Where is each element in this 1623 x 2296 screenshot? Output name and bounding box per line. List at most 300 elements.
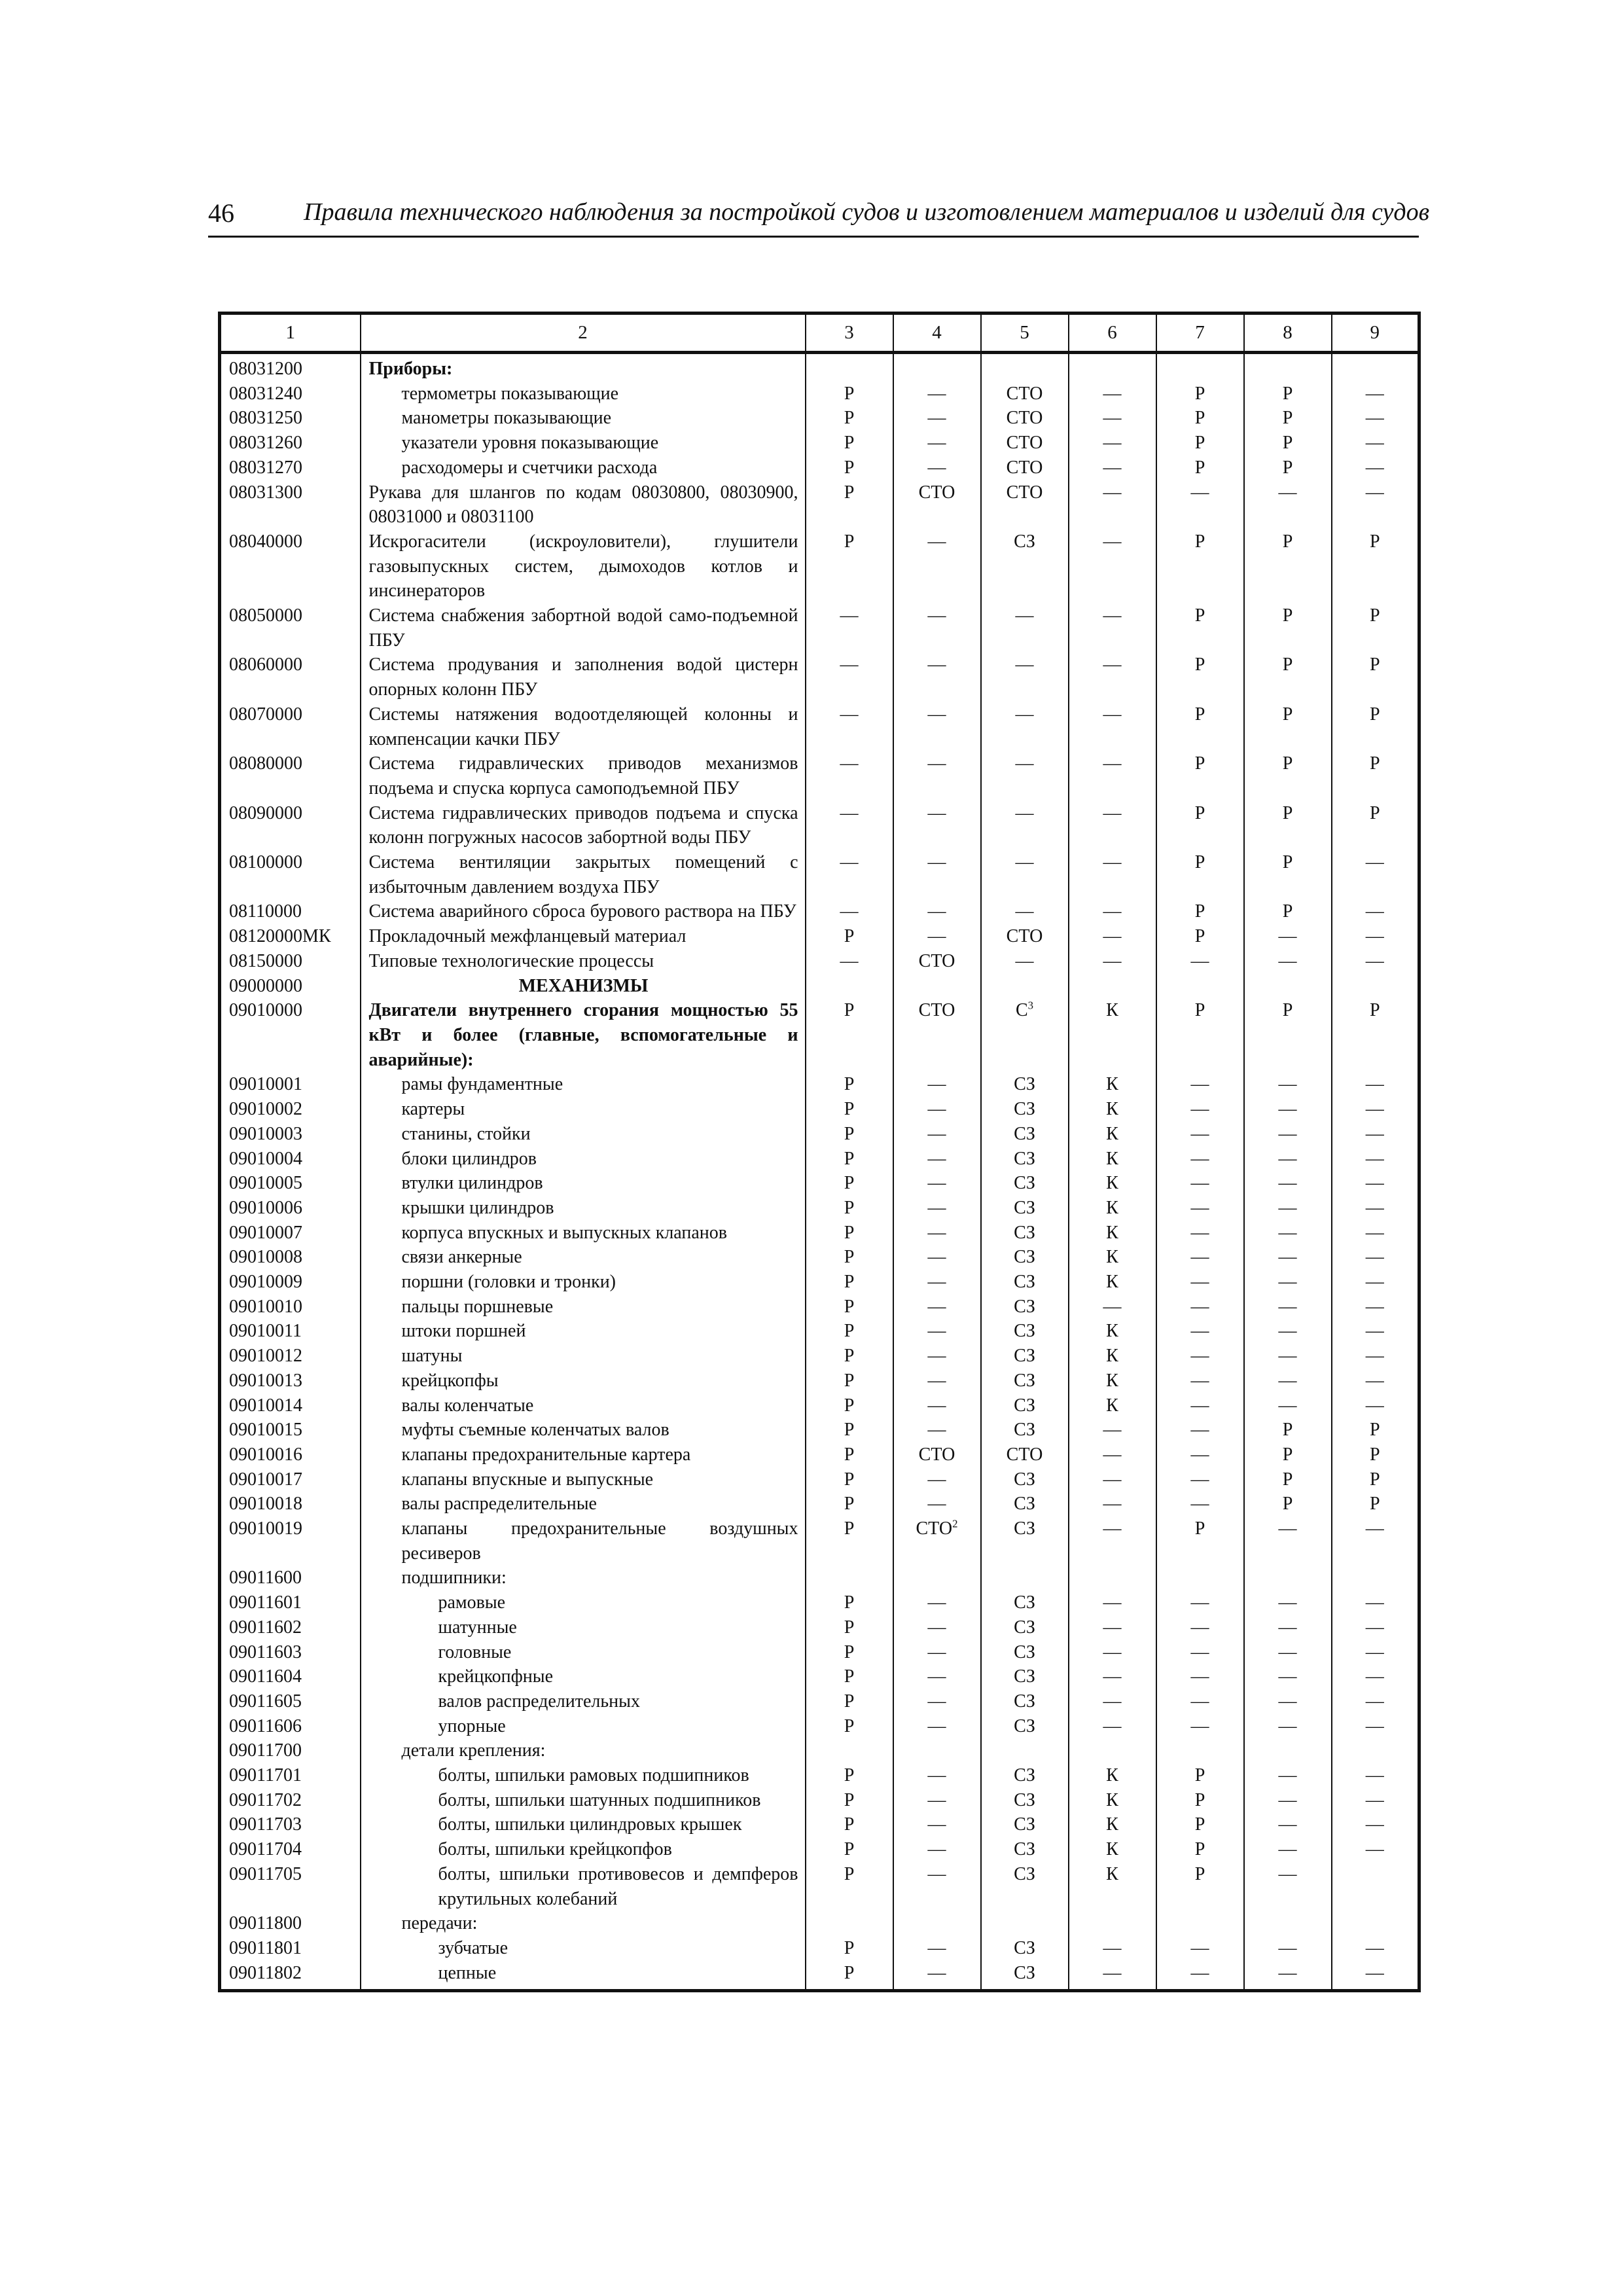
cell-value: — bbox=[1365, 433, 1384, 454]
table-row bbox=[220, 1369, 1419, 1393]
cell-value: — bbox=[1365, 1814, 1384, 1835]
cell-col-6 bbox=[1069, 1147, 1156, 1172]
item-code: 08120000МК bbox=[220, 924, 361, 949]
cell-col-9 bbox=[1332, 1344, 1419, 1369]
item-code: 09010001 bbox=[220, 1072, 361, 1097]
cell-value: К bbox=[1106, 1222, 1118, 1243]
cell-value: — bbox=[1278, 1789, 1297, 1810]
cell-value: К bbox=[1106, 1370, 1118, 1391]
cell-value: Р bbox=[844, 1691, 855, 1712]
table-row bbox=[220, 949, 1419, 974]
cell-col-9 bbox=[1332, 1443, 1419, 1467]
cell-value: СЗ bbox=[1014, 1420, 1035, 1441]
cell-col-9 bbox=[1332, 751, 1419, 800]
cell-value: СЗ bbox=[1014, 1469, 1035, 1490]
cell-value: — bbox=[927, 1494, 946, 1515]
item-name: цепные bbox=[361, 1961, 806, 1991]
column-header: 6 bbox=[1069, 314, 1156, 353]
cell-value: СТО bbox=[1006, 433, 1043, 454]
cell-col-5 bbox=[981, 1664, 1069, 1689]
cell-value: — bbox=[1365, 1197, 1384, 1218]
cell-col-7 bbox=[1156, 1270, 1244, 1295]
cell-col-3 bbox=[806, 899, 893, 924]
cell-value: — bbox=[1278, 1099, 1297, 1120]
cell-value: Р bbox=[844, 1197, 855, 1218]
cell-col-4 bbox=[893, 1418, 981, 1443]
table-row bbox=[220, 1319, 1419, 1344]
cell-value: — bbox=[1365, 1395, 1384, 1416]
cell-value: — bbox=[1365, 950, 1384, 971]
cell-col-5 bbox=[981, 653, 1069, 702]
cell-value: С bbox=[1015, 1000, 1028, 1021]
cell-col-4 bbox=[893, 1664, 981, 1689]
cell-value: — bbox=[1190, 1962, 1209, 1983]
cell-col-5 bbox=[981, 801, 1069, 850]
cell-value: К bbox=[1106, 1789, 1118, 1810]
cell-col-3 bbox=[806, 1640, 893, 1665]
cell-col-3 bbox=[806, 1689, 893, 1714]
cell-value: — bbox=[927, 1420, 946, 1441]
cell-col-4 bbox=[893, 899, 981, 924]
cell-value: — bbox=[1365, 901, 1384, 922]
cell-value: Р bbox=[844, 1395, 855, 1416]
cell-col-4 bbox=[893, 974, 981, 999]
item-name: Приборы: bbox=[361, 353, 806, 382]
cell-col-4 bbox=[893, 1788, 981, 1813]
table-row bbox=[220, 1640, 1419, 1665]
cell-value: — bbox=[1365, 1272, 1384, 1293]
cell-value: СТО bbox=[918, 1000, 955, 1021]
cell-value: — bbox=[927, 383, 946, 404]
cell-value: — bbox=[1103, 1518, 1122, 1539]
cell-col-8 bbox=[1244, 406, 1332, 431]
cell-value: — bbox=[1278, 1272, 1297, 1293]
cell-value: — bbox=[1190, 1346, 1209, 1367]
item-name: болты, шпильки крейцкопфов bbox=[361, 1837, 806, 1862]
cell-value: — bbox=[1278, 950, 1297, 971]
cell-col-6 bbox=[1069, 653, 1156, 702]
cell-value: Р bbox=[844, 1962, 855, 1983]
cell-value: — bbox=[1190, 1444, 1209, 1465]
item-name: термометры показывающие bbox=[361, 382, 806, 406]
cell-col-7 bbox=[1156, 801, 1244, 850]
cell-col-9 bbox=[1332, 1122, 1419, 1147]
cell-col-4 bbox=[893, 1837, 981, 1862]
cell-value: СЗ bbox=[1014, 1494, 1035, 1515]
cell-col-6 bbox=[1069, 1171, 1156, 1196]
cell-value: — bbox=[1278, 1123, 1297, 1144]
cell-value: — bbox=[1278, 1962, 1297, 1983]
table-row bbox=[220, 1590, 1419, 1615]
item-code: 08031200 bbox=[220, 353, 361, 382]
item-code: 08110000 bbox=[220, 899, 361, 924]
cell-value: — bbox=[1103, 655, 1122, 675]
cell-value: СЗ bbox=[1014, 1962, 1035, 1983]
cell-col-5 bbox=[981, 603, 1069, 653]
cell-col-7 bbox=[1156, 382, 1244, 406]
item-name: Двигатели внутреннего сгорания мощностью 55 кВт и более (главные, вспомогательные и аварийные): bbox=[361, 998, 806, 1072]
cell-col-9 bbox=[1332, 1393, 1419, 1418]
item-name: шатуны bbox=[361, 1344, 806, 1369]
item-code: 09010018 bbox=[220, 1492, 361, 1516]
cell-col-8 bbox=[1244, 998, 1332, 1072]
cell-value: Р bbox=[844, 1666, 855, 1687]
cell-value: Р bbox=[1282, 1444, 1293, 1465]
item-code: 09010012 bbox=[220, 1344, 361, 1369]
cell-col-3 bbox=[806, 1566, 893, 1590]
cell-col-6 bbox=[1069, 1837, 1156, 1862]
cell-value: — bbox=[1190, 1641, 1209, 1662]
item-code: 09010008 bbox=[220, 1245, 361, 1270]
item-name: детали крепления: bbox=[361, 1738, 806, 1763]
cell-col-3 bbox=[806, 949, 893, 974]
cell-value: Р bbox=[1282, 901, 1293, 922]
cell-value: Р bbox=[1282, 802, 1293, 823]
cell-col-4 bbox=[893, 406, 981, 431]
cell-col-6 bbox=[1069, 1615, 1156, 1640]
item-code: 08031240 bbox=[220, 382, 361, 406]
cell-col-3 bbox=[806, 456, 893, 480]
cell-col-9 bbox=[1332, 974, 1419, 999]
item-name: Система вентиляции закрытых помещений с избыточным давлением воздуха ПБУ bbox=[361, 850, 806, 899]
cell-value: — bbox=[927, 1370, 946, 1391]
cell-col-3 bbox=[806, 1171, 893, 1196]
cell-col-3 bbox=[806, 1664, 893, 1689]
cell-value: — bbox=[1365, 383, 1384, 404]
cell-col-3 bbox=[806, 1936, 893, 1961]
cell-value: Р bbox=[1282, 1420, 1293, 1441]
item-code: 09010009 bbox=[220, 1270, 361, 1295]
cell-value: Р bbox=[1194, 1765, 1205, 1786]
cell-col-8 bbox=[1244, 1837, 1332, 1862]
cell-value: Р bbox=[844, 1518, 855, 1539]
cell-col-3 bbox=[806, 1714, 893, 1739]
cell-col-4 bbox=[893, 949, 981, 974]
cell-col-7 bbox=[1156, 1911, 1244, 1936]
cell-value: — bbox=[1103, 1444, 1122, 1465]
cell-col-3 bbox=[806, 1196, 893, 1221]
cell-value: Р bbox=[1282, 1469, 1293, 1490]
cell-value: СЗ bbox=[1014, 1592, 1035, 1613]
cell-col-3 bbox=[806, 1443, 893, 1467]
cell-value: — bbox=[1103, 1469, 1122, 1490]
cell-value: — bbox=[1278, 1765, 1297, 1786]
cell-value: — bbox=[840, 950, 859, 971]
cell-value: — bbox=[1103, 433, 1122, 454]
item-name: рамовые bbox=[361, 1590, 806, 1615]
cell-col-7 bbox=[1156, 1467, 1244, 1492]
cell-value: Р bbox=[1194, 704, 1205, 725]
cell-value: — bbox=[927, 1962, 946, 1983]
table-row bbox=[220, 1492, 1419, 1516]
item-name: шатунные bbox=[361, 1615, 806, 1640]
item-code: 09010007 bbox=[220, 1221, 361, 1246]
cell-value: Р bbox=[844, 1247, 855, 1268]
cell-value: — bbox=[1365, 1592, 1384, 1613]
cell-value: Р bbox=[1194, 1789, 1205, 1810]
cell-col-5 bbox=[981, 1295, 1069, 1319]
table-row bbox=[220, 1961, 1419, 1991]
cell-value: СТО bbox=[1006, 1444, 1043, 1465]
cell-col-5 bbox=[981, 751, 1069, 800]
cell-col-7 bbox=[1156, 1147, 1244, 1172]
cell-value: СТО bbox=[918, 1444, 955, 1465]
cell-value: Р bbox=[1369, 704, 1380, 725]
cell-value: Р bbox=[1369, 1444, 1380, 1465]
cell-value: — bbox=[1365, 1962, 1384, 1983]
cell-col-7 bbox=[1156, 1615, 1244, 1640]
cell-col-7 bbox=[1156, 1714, 1244, 1739]
table-row bbox=[220, 1418, 1419, 1443]
cell-col-6 bbox=[1069, 801, 1156, 850]
cell-col-9 bbox=[1332, 1837, 1419, 1862]
cell-value: Р bbox=[1194, 408, 1205, 429]
item-code: 09011604 bbox=[220, 1664, 361, 1689]
item-code: 09011701 bbox=[220, 1763, 361, 1788]
cell-col-3 bbox=[806, 850, 893, 899]
cell-col-5 bbox=[981, 1714, 1069, 1739]
cell-value: — bbox=[1103, 1617, 1122, 1638]
item-code: 08031300 bbox=[220, 480, 361, 529]
cell-col-3 bbox=[806, 1270, 893, 1295]
page-number: 46 bbox=[208, 198, 234, 228]
cell-value: — bbox=[840, 753, 859, 774]
cell-value: — bbox=[1278, 482, 1297, 503]
cell-col-3 bbox=[806, 1072, 893, 1097]
cell-value: — bbox=[1190, 1592, 1209, 1613]
cell-col-8 bbox=[1244, 899, 1332, 924]
item-code: 09011801 bbox=[220, 1936, 361, 1961]
cell-value: — bbox=[927, 1863, 946, 1884]
cell-col-6 bbox=[1069, 1418, 1156, 1443]
item-code: 09011702 bbox=[220, 1788, 361, 1813]
cell-value: К bbox=[1106, 1346, 1118, 1367]
cell-col-3 bbox=[806, 1418, 893, 1443]
cell-col-5 bbox=[981, 1516, 1069, 1566]
cell-value: — bbox=[1365, 1222, 1384, 1243]
cell-col-6 bbox=[1069, 1393, 1156, 1418]
cell-col-6 bbox=[1069, 899, 1156, 924]
cell-value: — bbox=[927, 408, 946, 429]
cell-value: — bbox=[1103, 802, 1122, 823]
cell-col-4 bbox=[893, 1072, 981, 1097]
cell-value: — bbox=[1103, 1938, 1122, 1958]
cell-value: Р bbox=[1282, 605, 1293, 626]
cell-col-3 bbox=[806, 1812, 893, 1837]
cell-value: СТО bbox=[1006, 408, 1043, 429]
item-name: болты, шпильки шатунных подшипников bbox=[361, 1788, 806, 1813]
table-row bbox=[220, 1664, 1419, 1689]
cell-value: — bbox=[1190, 1715, 1209, 1736]
cell-value: Р bbox=[1369, 1469, 1380, 1490]
cell-value: СЗ bbox=[1014, 1518, 1035, 1539]
cell-col-8 bbox=[1244, 1467, 1332, 1492]
item-name: болты, шпильки цилиндровых крышек bbox=[361, 1812, 806, 1837]
cell-col-3 bbox=[806, 1097, 893, 1122]
cell-value: Р bbox=[1369, 1494, 1380, 1515]
item-code: 08070000 bbox=[220, 702, 361, 751]
cell-col-5 bbox=[981, 1640, 1069, 1665]
table-row bbox=[220, 1097, 1419, 1122]
cell-col-8 bbox=[1244, 850, 1332, 899]
item-code: 08060000 bbox=[220, 653, 361, 702]
cell-col-9 bbox=[1332, 1664, 1419, 1689]
cell-col-8 bbox=[1244, 480, 1332, 529]
cell-value: Р bbox=[1282, 753, 1293, 774]
cell-col-8 bbox=[1244, 751, 1332, 800]
cell-value: — bbox=[1365, 1839, 1384, 1860]
cell-value: СЗ bbox=[1014, 1074, 1035, 1095]
cell-col-3 bbox=[806, 1492, 893, 1516]
cell-col-6 bbox=[1069, 1492, 1156, 1516]
cell-col-9 bbox=[1332, 1714, 1419, 1739]
cell-value: — bbox=[927, 1123, 946, 1144]
cell-value: — bbox=[1365, 1617, 1384, 1638]
table-row bbox=[220, 1714, 1419, 1739]
cell-value: — bbox=[1015, 605, 1034, 626]
cell-col-5 bbox=[981, 1590, 1069, 1615]
cell-col-7 bbox=[1156, 1689, 1244, 1714]
cell-col-5 bbox=[981, 974, 1069, 999]
cell-value: — bbox=[1190, 1222, 1209, 1243]
cell-value: Р bbox=[1194, 926, 1205, 947]
cell-col-7 bbox=[1156, 431, 1244, 456]
cell-value: — bbox=[927, 852, 946, 873]
cell-value: Р bbox=[844, 1173, 855, 1194]
cell-value: Р bbox=[844, 1074, 855, 1095]
cell-col-4 bbox=[893, 353, 981, 382]
cell-value: К bbox=[1106, 1863, 1118, 1884]
cell-value: — bbox=[1190, 1148, 1209, 1169]
table-row bbox=[220, 1812, 1419, 1837]
cell-col-7 bbox=[1156, 603, 1244, 653]
table-row bbox=[220, 1837, 1419, 1862]
cell-value: — bbox=[1190, 1197, 1209, 1218]
cell-col-9 bbox=[1332, 1072, 1419, 1097]
cell-value: Р bbox=[1369, 1000, 1380, 1021]
cell-col-8 bbox=[1244, 1812, 1332, 1837]
cell-value: СЗ bbox=[1014, 1099, 1035, 1120]
cell-col-3 bbox=[806, 406, 893, 431]
cell-col-5 bbox=[981, 850, 1069, 899]
cell-col-7 bbox=[1156, 1961, 1244, 1991]
cell-col-8 bbox=[1244, 1714, 1332, 1739]
table-row bbox=[220, 1245, 1419, 1270]
cell-value: — bbox=[1278, 1617, 1297, 1638]
cell-value: — bbox=[840, 655, 859, 675]
cell-value: — bbox=[1103, 852, 1122, 873]
cell-col-8 bbox=[1244, 431, 1332, 456]
cell-value: Р bbox=[1194, 655, 1205, 675]
item-name: манометры показывающие bbox=[361, 406, 806, 431]
cell-col-9 bbox=[1332, 1147, 1419, 1172]
table-row bbox=[220, 1196, 1419, 1221]
cell-value: СЗ bbox=[1014, 1765, 1035, 1786]
cell-col-5 bbox=[981, 1147, 1069, 1172]
cell-col-8 bbox=[1244, 1245, 1332, 1270]
cell-col-9 bbox=[1332, 998, 1419, 1072]
cell-col-5 bbox=[981, 1467, 1069, 1492]
cell-col-8 bbox=[1244, 949, 1332, 974]
cell-col-5 bbox=[981, 949, 1069, 974]
cell-col-5 bbox=[981, 1763, 1069, 1788]
cell-value: СЗ bbox=[1014, 1272, 1035, 1293]
cell-col-3 bbox=[806, 1393, 893, 1418]
cell-value: — bbox=[1103, 704, 1122, 725]
cell-value: — bbox=[1278, 1222, 1297, 1243]
cell-col-7 bbox=[1156, 1862, 1244, 1911]
table-row bbox=[220, 751, 1419, 800]
cell-col-8 bbox=[1244, 1590, 1332, 1615]
cell-col-8 bbox=[1244, 1738, 1332, 1763]
cell-value: — bbox=[1190, 1494, 1209, 1515]
cell-col-7 bbox=[1156, 1590, 1244, 1615]
item-name: связи анкерные bbox=[361, 1245, 806, 1270]
item-code: 08031260 bbox=[220, 431, 361, 456]
cell-col-6 bbox=[1069, 1221, 1156, 1246]
cell-value: — bbox=[1190, 1074, 1209, 1095]
item-code: 08090000 bbox=[220, 801, 361, 850]
cell-col-3 bbox=[806, 603, 893, 653]
cell-col-8 bbox=[1244, 1911, 1332, 1936]
cell-col-8 bbox=[1244, 1936, 1332, 1961]
cell-value: — bbox=[1015, 753, 1034, 774]
table-row bbox=[220, 850, 1419, 899]
cell-value: Р bbox=[1282, 433, 1293, 454]
column-header: 8 bbox=[1244, 314, 1332, 353]
cell-col-9 bbox=[1332, 949, 1419, 974]
cell-col-5 bbox=[981, 1862, 1069, 1911]
cell-col-8 bbox=[1244, 924, 1332, 949]
cell-col-8 bbox=[1244, 1393, 1332, 1418]
cell-col-9 bbox=[1332, 801, 1419, 850]
cell-value: Р bbox=[1194, 901, 1205, 922]
cell-col-7 bbox=[1156, 1171, 1244, 1196]
cell-value: К bbox=[1106, 1123, 1118, 1144]
cell-value: — bbox=[927, 1666, 946, 1687]
cell-value: — bbox=[1190, 1123, 1209, 1144]
cell-value: Р bbox=[1194, 852, 1205, 873]
cell-col-6 bbox=[1069, 1689, 1156, 1714]
cell-value: — bbox=[1103, 1494, 1122, 1515]
item-name: Система гидравлических приводов подъема и спуска колонн погружных насосов забортной воды ПБУ bbox=[361, 801, 806, 850]
cell-value: Р bbox=[1369, 655, 1380, 675]
cell-col-9 bbox=[1332, 1911, 1419, 1936]
cell-col-9 bbox=[1332, 1097, 1419, 1122]
cell-col-4 bbox=[893, 529, 981, 603]
cell-col-8 bbox=[1244, 1516, 1332, 1566]
cell-value: СЗ bbox=[1014, 1197, 1035, 1218]
cell-col-7 bbox=[1156, 1443, 1244, 1467]
table-row bbox=[220, 1911, 1419, 1936]
cell-value: Р bbox=[844, 1420, 855, 1441]
cell-col-7 bbox=[1156, 1344, 1244, 1369]
cell-col-3 bbox=[806, 480, 893, 529]
cell-col-4 bbox=[893, 1171, 981, 1196]
cell-col-3 bbox=[806, 801, 893, 850]
cell-value: — bbox=[1278, 1691, 1297, 1712]
item-name: станины, стойки bbox=[361, 1122, 806, 1147]
cell-col-6 bbox=[1069, 1961, 1156, 1991]
cell-value: — bbox=[1278, 1197, 1297, 1218]
cell-value: — bbox=[1365, 1321, 1384, 1342]
cell-value: — bbox=[927, 1074, 946, 1095]
table-row bbox=[220, 603, 1419, 653]
item-code: 09010015 bbox=[220, 1418, 361, 1443]
cell-col-3 bbox=[806, 751, 893, 800]
item-name: Система гидравлических приводов механизмов подъема и спуска корпуса самоподъемной ПБУ bbox=[361, 751, 806, 800]
cell-value: СЗ bbox=[1014, 1370, 1035, 1391]
